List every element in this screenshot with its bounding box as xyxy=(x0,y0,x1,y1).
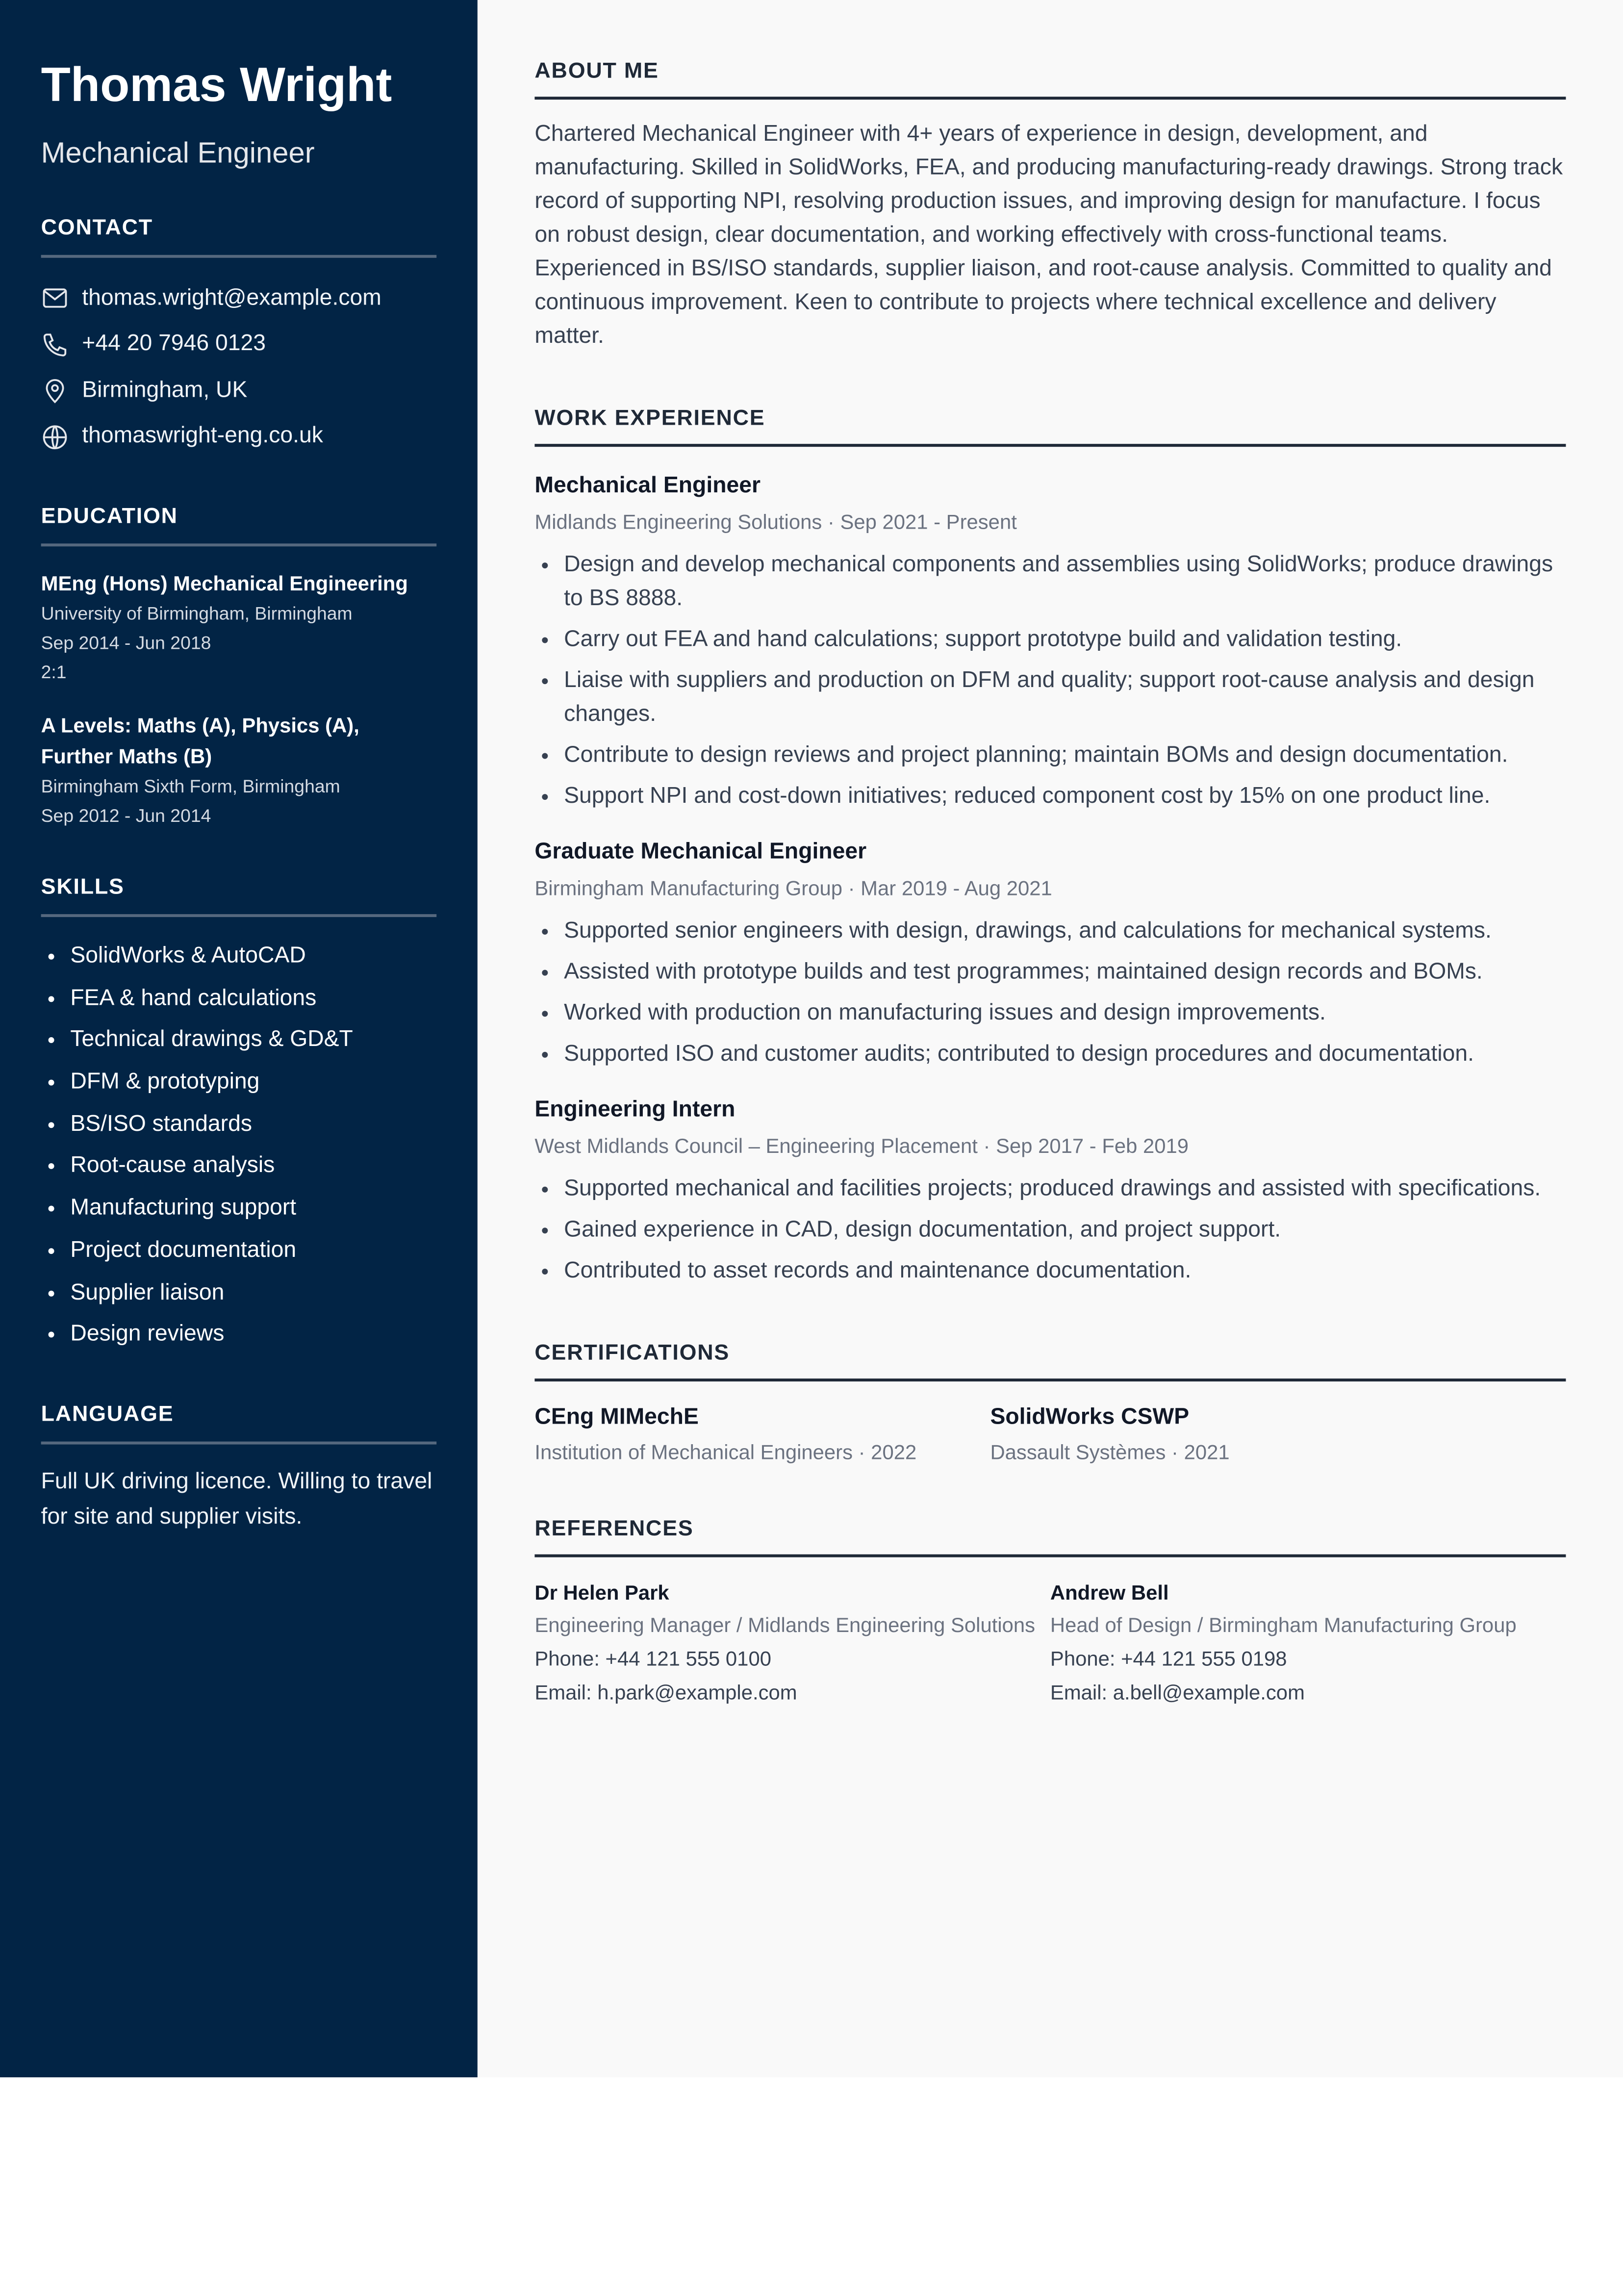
about-paragraph: Chartered Mechanical Engineer with 4+ years of experience in design, development, and manufacturing. Skilled in SolidWorks, FEA, and producing manufacturing-ready drawings. Strong track record of supporting NPI, resolving production issues, and improving design for manufacture. I focus on robust design, clear documentation, and working effectively with cross-functional teams. xyxy=(534,121,1563,248)
contact-email[interactable] xyxy=(41,276,437,322)
skill-item: • Project documentation xyxy=(70,1232,436,1274)
skill-item: • Supplier liaison xyxy=(70,1274,436,1316)
certification-name: CEng MIMechE xyxy=(534,1404,699,1430)
education-item xyxy=(41,711,437,831)
candidate-name: Thomas Wright xyxy=(41,57,392,112)
contact-website[interactable] xyxy=(41,414,437,460)
job-bullet: • Contributed to asset records and maintenance documentation. xyxy=(564,1254,1566,1288)
dates: Sep 2012 - Jun 2014 xyxy=(41,806,211,826)
job-meta: West Midlands Council – Engineering Placement · Sep 2017 - Feb 2019 xyxy=(534,1134,1189,1158)
job-bullet: • Liaise with suppliers and production on DFM and quality; support root-cause analysis and design changes. xyxy=(564,663,1566,731)
skill-item: • SolidWorks & AutoCAD xyxy=(70,938,436,980)
language-heading: LANGUAGE xyxy=(41,1402,437,1445)
certification-meta: Dassault Systèmes · 2021 xyxy=(990,1440,1230,1464)
skills-list xyxy=(41,938,437,1358)
phone-icon xyxy=(41,331,69,358)
contact-phone[interactable] xyxy=(41,322,437,368)
job-bullets xyxy=(534,914,1566,1071)
education-item xyxy=(41,568,437,687)
education-heading: EDUCATION xyxy=(41,504,437,547)
job-title: Engineering Intern xyxy=(534,1097,735,1122)
contact-location-text: Birmingham, UK xyxy=(82,377,248,403)
contact-location xyxy=(41,368,437,414)
skill-item: • Technical drawings & GD&T xyxy=(70,1021,436,1064)
skill-item: • Manufacturing support xyxy=(70,1190,436,1232)
job-meta: Midlands Engineering Solutions · Sep 2021 - Present xyxy=(534,510,1017,534)
job-bullet: • Support NPI and cost-down initiatives; reduced component cost by 15% on one product line. xyxy=(564,779,1566,813)
job-bullet: • Contribute to design reviews and project planning; maintain BOMs and design documentation. xyxy=(564,739,1566,772)
reference-phone: Phone: +44 121 555 0100 xyxy=(534,1646,771,1670)
certifications-list xyxy=(534,1405,1566,1463)
reference-role: Head of Design / Birmingham Manufacturing Group xyxy=(1050,1613,1517,1636)
mail-icon xyxy=(41,284,69,312)
job-bullet: • Design and develop mechanical components and assemblies using SolidWorks; produce drawings to BS 8888. xyxy=(564,548,1566,615)
job-bullets xyxy=(534,1172,1566,1288)
reference-name: Andrew Bell xyxy=(1050,1581,1169,1605)
degree: MEng (Hons) Mechanical Engineering xyxy=(41,571,408,595)
location-icon xyxy=(41,377,69,405)
job-bullet: • Supported mechanical and facilities projects; produced drawings and assisted with specifications. xyxy=(564,1172,1566,1206)
globe-icon xyxy=(41,423,69,451)
certification-meta: Institution of Mechanical Engineers · 2022 xyxy=(534,1440,917,1464)
reference-email: Email: a.bell@example.com xyxy=(1050,1680,1305,1704)
job-bullet: • Assisted with prototype builds and test programmes; maintained design records and BOMs. xyxy=(564,955,1566,989)
candidate-title: Mechanical Engineer xyxy=(41,137,315,170)
job-bullet: • Worked with production on manufacturing issues and design improvements. xyxy=(564,996,1566,1030)
job-bullet: • Supported ISO and customer audits; contributed to design procedures and documentation. xyxy=(564,1037,1566,1071)
certification-item xyxy=(534,1405,990,1463)
job-bullets xyxy=(534,548,1566,813)
about-paragraph: Experienced in BS/ISO standards, supplier liaison, and root-cause analysis. Committed to quality and continuous improvement. Keen to contribute to projects where technical excellence and delivery matter. xyxy=(534,256,1552,349)
skills-heading: SKILLS xyxy=(41,874,437,917)
certification-item xyxy=(990,1405,1445,1463)
main-content xyxy=(478,0,1623,2077)
job-bullet: • Gained experience in CAD, design documentation, and project support. xyxy=(564,1213,1566,1247)
certification-name: SolidWorks CSWP xyxy=(990,1404,1190,1430)
contact-phone-text: +44 20 7946 0123 xyxy=(82,331,266,357)
sidebar xyxy=(0,0,478,2077)
contact-email-text: thomas.wright@example.com xyxy=(82,285,381,310)
school: Birmingham Sixth Form, Birmingham xyxy=(41,776,340,797)
language-text: Full UK driving licence. Willing to travel for site and supplier visits. xyxy=(41,1469,432,1530)
job-bullet: • Supported senior engineers with design, drawings, and calculations for mechanical systems. xyxy=(564,914,1566,948)
reference-role: Engineering Manager / Midlands Engineering Solutions xyxy=(534,1613,1036,1636)
contact-website-text: thomaswright-eng.co.uk xyxy=(82,424,323,449)
contact-list xyxy=(41,276,437,460)
about-text xyxy=(534,117,1566,353)
skill-item: • Design reviews xyxy=(70,1316,436,1358)
job-bullet: • Carry out FEA and hand calculations; support prototype build and validation testing. xyxy=(564,623,1566,657)
contact-heading: CONTACT xyxy=(41,215,437,258)
about-heading: ABOUT ME xyxy=(534,58,1566,100)
grade: 2:1 xyxy=(41,662,67,683)
references-heading: REFERENCES xyxy=(534,1516,1566,1557)
work-heading: WORK EXPERIENCE xyxy=(534,406,1566,447)
job-entry xyxy=(534,840,1566,1071)
job-entry xyxy=(534,473,1566,813)
job-meta: Birmingham Manufacturing Group · Mar 2019 - Aug 2021 xyxy=(534,876,1052,900)
job-title: Mechanical Engineer xyxy=(534,473,761,498)
dates: Sep 2014 - Jun 2018 xyxy=(41,633,211,654)
skill-item: • BS/ISO standards xyxy=(70,1106,436,1148)
job-title: Graduate Mechanical Engineer xyxy=(534,839,867,865)
reference-name: Dr Helen Park xyxy=(534,1581,669,1605)
reference-phone: Phone: +44 121 555 0198 xyxy=(1050,1646,1287,1670)
references-list xyxy=(534,1581,1566,1708)
reference-email: Email: h.park@example.com xyxy=(534,1680,797,1704)
job-entry xyxy=(534,1097,1566,1288)
certifications-heading: CERTIFICATIONS xyxy=(534,1340,1566,1381)
school: University of Birmingham, Birmingham xyxy=(41,603,353,624)
reference-item xyxy=(1050,1581,1566,1708)
degree: A Levels: Maths (A), Physics (A), Further Maths (B) xyxy=(41,713,359,768)
skill-item: • FEA & hand calculations xyxy=(70,980,436,1022)
skill-item: • Root-cause analysis xyxy=(70,1148,436,1190)
skill-item: • DFM & prototyping xyxy=(70,1064,436,1106)
reference-item xyxy=(534,1581,1050,1708)
